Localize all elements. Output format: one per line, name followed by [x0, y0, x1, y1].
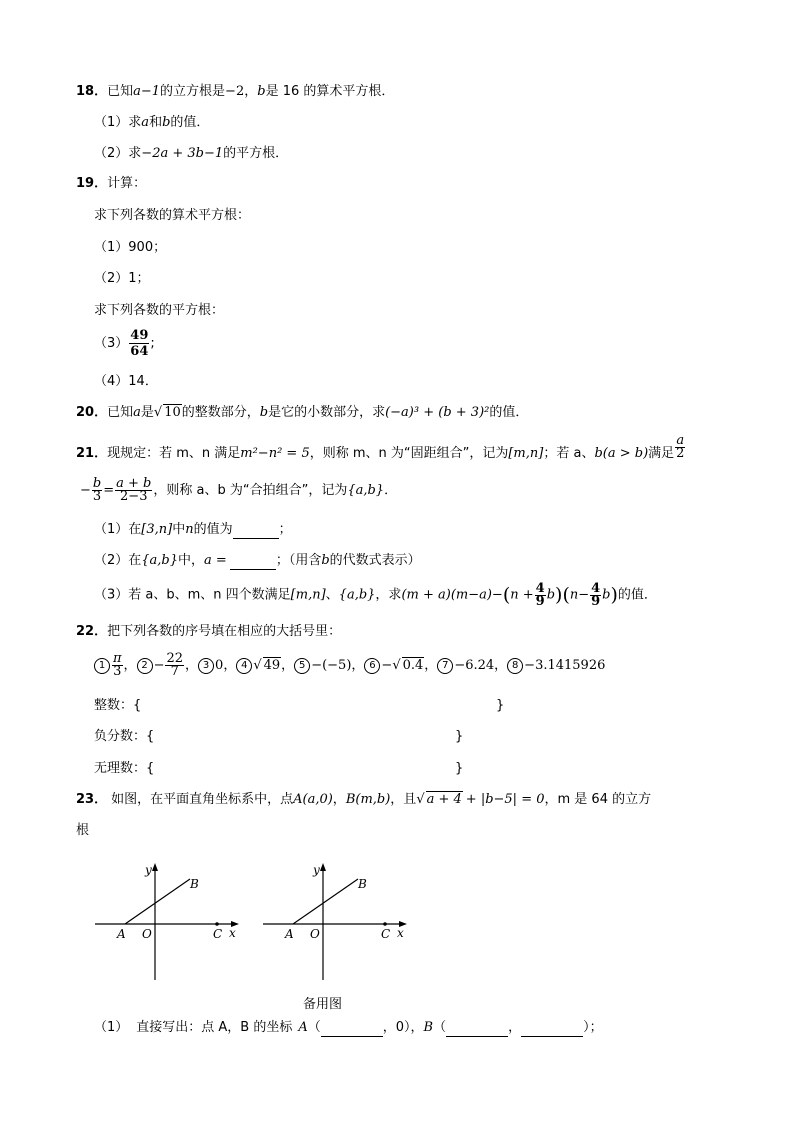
label-y: y	[145, 863, 152, 877]
q22-number: 22．	[76, 624, 108, 639]
circled-number: 7	[437, 658, 453, 674]
q19-part2: （2）1；	[94, 271, 150, 286]
q21-part3: （3）若 a、b、m、n 四个数满足[m,n]、{a,b}，求(m + a)(m−a)−(n + $\frac{4}{9}$ b)(n− $\frac{4}{9}$ b)的值．	[94, 580, 657, 609]
q22-row-irrationals-close: }	[455, 761, 464, 776]
circled-number: 1	[94, 658, 110, 674]
fraction-b-3: $\frac{b}{3}$	[92, 476, 102, 504]
q19-sub1: 求下列各数的算术平方根：	[94, 208, 251, 223]
q22-row-negative-fractions-close: }	[455, 729, 464, 744]
fraction-a-2: $\frac{a}{2}$	[676, 433, 685, 461]
q21-part2: （2）在{a,b}中，a = ；（用含b的代数式表示）	[94, 553, 421, 568]
q18-part1: （1）求a和b的值．	[94, 115, 210, 130]
q21-stem-line2: − $\frac{b}{3}$ = $\frac{a + b}{2-3}$ ，则称 a、b 为“合拍组合”，记为{a,b}．	[80, 476, 398, 504]
q19-part4: （4）14．	[94, 374, 158, 389]
fraction-49-64: $\frac{49}{64}$	[130, 328, 149, 359]
circled-number: 5	[294, 658, 310, 674]
q22-stem: 22．把下列各数的序号填在相应的大括号里：	[76, 624, 342, 639]
y-axis-arrow	[152, 863, 158, 871]
q20-stem: 20．已知a是√ 10的整数部分，b是它的小数部分，求(−a)³ + (b + 3)²的值．	[76, 405, 529, 420]
q18-part2: （2）求−2a + 3b−1的平方根．	[94, 146, 289, 161]
label-O: O	[142, 927, 152, 941]
circled-number: 3	[198, 658, 214, 674]
q22-row-integers-close: }	[496, 698, 505, 713]
line-AB	[125, 879, 190, 924]
coordinate-figure-1	[90, 855, 250, 985]
coordinate-figure-2	[258, 855, 418, 985]
q22-row-irrationals: 无理数：{	[94, 761, 155, 776]
answer-blank[interactable]	[230, 555, 276, 570]
q20-number: 20．	[76, 405, 108, 420]
answer-blank[interactable]	[321, 1022, 383, 1037]
point-C	[383, 922, 387, 926]
answer-blank[interactable]	[233, 524, 279, 539]
label-B: B	[358, 877, 367, 891]
y-axis-arrow	[320, 863, 326, 871]
line-AB	[293, 879, 358, 924]
q19-number: 19．	[76, 176, 108, 191]
q23-stem-line2: 根	[76, 823, 90, 838]
figure-caption: 备用图	[303, 997, 343, 1012]
answer-blank[interactable]	[446, 1022, 508, 1037]
label-C: C	[381, 927, 391, 941]
q19-part1: （1）900；	[94, 240, 167, 255]
q18-number: 18．	[76, 84, 108, 99]
fraction-4-9: $\frac{4}{9}$	[535, 580, 545, 609]
q23-stem-line1: 23． 如图，在平面直角坐标系中，点A(a,0)，B(m,b)，且√ a + 4 + |b−5| = 0，m 是 64 的立方	[76, 792, 652, 807]
q19-stem: 19．计算：	[76, 176, 147, 191]
fraction-a-plus-b: $\frac{a + b}{2-3}$	[116, 476, 152, 504]
label-C: C	[213, 927, 223, 941]
circled-number: 6	[364, 658, 380, 674]
circled-number: 4	[236, 658, 252, 674]
label-y: y	[313, 863, 320, 877]
q23-part1: （1） 直接写出：点 A，B 的坐标 A（ ，0），B（ ， ）；	[94, 1020, 603, 1035]
label-B: B	[190, 877, 199, 891]
q22-numbers: 1 $\frac{\pi}{3}$ ， 2 − $\frac{22}{7}$ ， 3 0， 4 √ 49， 5 −(−5)， 6 −√ 0.4， 7 −6.24， 8 −3.1415926	[94, 651, 605, 681]
q19-part3: （3） $\frac{49}{64}$ ;	[94, 328, 155, 359]
point-C	[215, 922, 219, 926]
label-x: x	[397, 926, 404, 940]
fraction-4-9: $\frac{4}{9}$	[591, 580, 601, 609]
label-A: A	[285, 927, 294, 941]
answer-blank[interactable]	[521, 1022, 583, 1037]
label-A: A	[117, 927, 126, 941]
q21-number: 21．	[76, 446, 108, 461]
circled-number: 8	[507, 658, 523, 674]
q21-stem-line1: 21．现规定：若 m、n 满足m²−n² = 5，则称 m、n 为“固距组合”，记为[m,n]；若 a、b(a > b)满足 $\frac{a}{2}$	[76, 433, 685, 461]
q21-part1: （1）在[3,n]中n的值为 ；	[94, 522, 292, 537]
q22-row-integers: 整数：{	[94, 698, 142, 713]
q22-row-negative-fractions: 负分数：{	[94, 729, 155, 744]
q23-number: 23．	[76, 792, 108, 807]
q19-sub2: 求下列各数的平方根：	[94, 303, 225, 318]
label-O: O	[310, 927, 320, 941]
q18-stem: 18．已知a−1的立方根是−2，b是 16 的算术平方根．	[76, 84, 395, 99]
sqrt-sign: √	[153, 405, 163, 420]
label-x: x	[229, 926, 236, 940]
circled-number: 2	[137, 658, 153, 674]
